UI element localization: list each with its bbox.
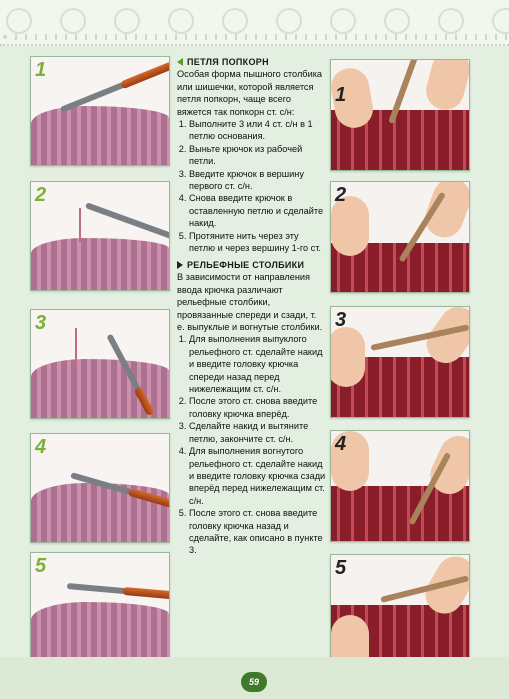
step-number-badge: 4 [35,436,47,458]
photo-right-5 [330,554,470,666]
list-item: 2. Выньте крючок из рабочей петли. [189,143,326,168]
popcorn-section [177,56,326,255]
list-item: 3. Сделайте накид и вытяните петлю, закончите ст. с/н. [189,420,326,445]
relief-section [177,259,326,557]
lace-header-border [0,0,509,46]
photo-left-5 [30,552,170,662]
step-number-badge: 3 [35,312,47,334]
lace-flower-decoration [438,8,464,34]
relief-steps [177,333,326,556]
lace-dots [0,34,509,40]
step-number-badge: 3 [335,309,347,331]
list-item: 5. После этого ст. снова введите головку крючка назад и сделайте, как описано в пункте 3. [189,507,326,557]
popcorn-intro: Особая форма пышного столбика или шишечки, которой является петля попкорн, чаще всего вяжется так попкорн ст. с/н: [177,69,323,117]
lace-flower-decoration [330,8,356,34]
step-number-badge: 5 [335,557,347,579]
photo-right-1 [330,59,470,171]
lace-flower-decoration [60,8,86,34]
lace-flower-decoration [168,8,194,34]
popcorn-steps [177,118,326,254]
pink-fabric [31,238,169,290]
photo-left-2 [30,181,170,291]
step-number-badge: 2 [35,184,47,206]
lace-flower-decoration [384,8,410,34]
photo-left-4 [30,433,170,543]
list-item: 2. После этого ст. снова введите головку крючка вперёд. [189,395,326,420]
relief-title: РЕЛЬЕФНЫЕ СТОЛБИКИ [187,260,305,270]
popcorn-heading [177,56,326,68]
photo-right-2 [330,181,470,293]
step-number-badge: 5 [35,555,47,577]
page-number: 59 [241,672,267,692]
lace-flower-decoration [492,8,509,34]
list-item: 1. Для выполнения выпуклого рельефного ст. сделайте накид и введите головку крючка спереди назад перед нижележащим ст. с/н. [189,333,326,395]
lace-flower-decoration [276,8,302,34]
list-item: 1. Выполните 3 или 4 ст. с/н в 1 петлю основания. [189,118,326,143]
list-item: 3. Введите крючок в вершину первого ст. с/н. [189,168,326,193]
yarn-loop [79,208,81,242]
popcorn-title: ПЕТЛЯ ПОПКОРН [187,57,269,67]
pink-fabric [31,483,169,542]
photo-right-3 [330,306,470,418]
lace-flower-decoration [6,8,32,34]
relief-heading [177,259,326,271]
step-number-badge: 2 [335,184,347,206]
photo-left-3 [30,309,170,419]
relief-intro: В зависимости от направления ввода крючка различают рельефные столбики, провязанные спереди и сзади, т. е. выпуклые и вогнутые столбики. [177,272,323,333]
hand [330,327,365,387]
photo-right-4 [330,430,470,542]
step-number-badge: 1 [335,84,347,106]
list-item: 4. Снова введите крючок в оставленную петлю и сделайте накид. [189,192,326,229]
list-item: 4. Для выполнения вогнутого рельефного ст. сделайте накид и введите головку крючка сзади вперёд перед нижележащим ст. с/н. [189,445,326,507]
photo-left-1 [30,56,170,166]
arrow-left-icon [177,58,183,66]
pink-fabric [31,106,169,165]
lace-flower-decoration [114,8,140,34]
step-number-badge: 4 [335,433,347,455]
step-number-badge: 1 [35,59,47,81]
list-item: 5. Протяните нить через эту петлю и через вершину 1-го ст. [189,230,326,255]
lace-flower-decoration [222,8,248,34]
yarn-loop [75,328,77,368]
pink-fabric [31,602,169,661]
arrow-right-icon [177,261,183,269]
